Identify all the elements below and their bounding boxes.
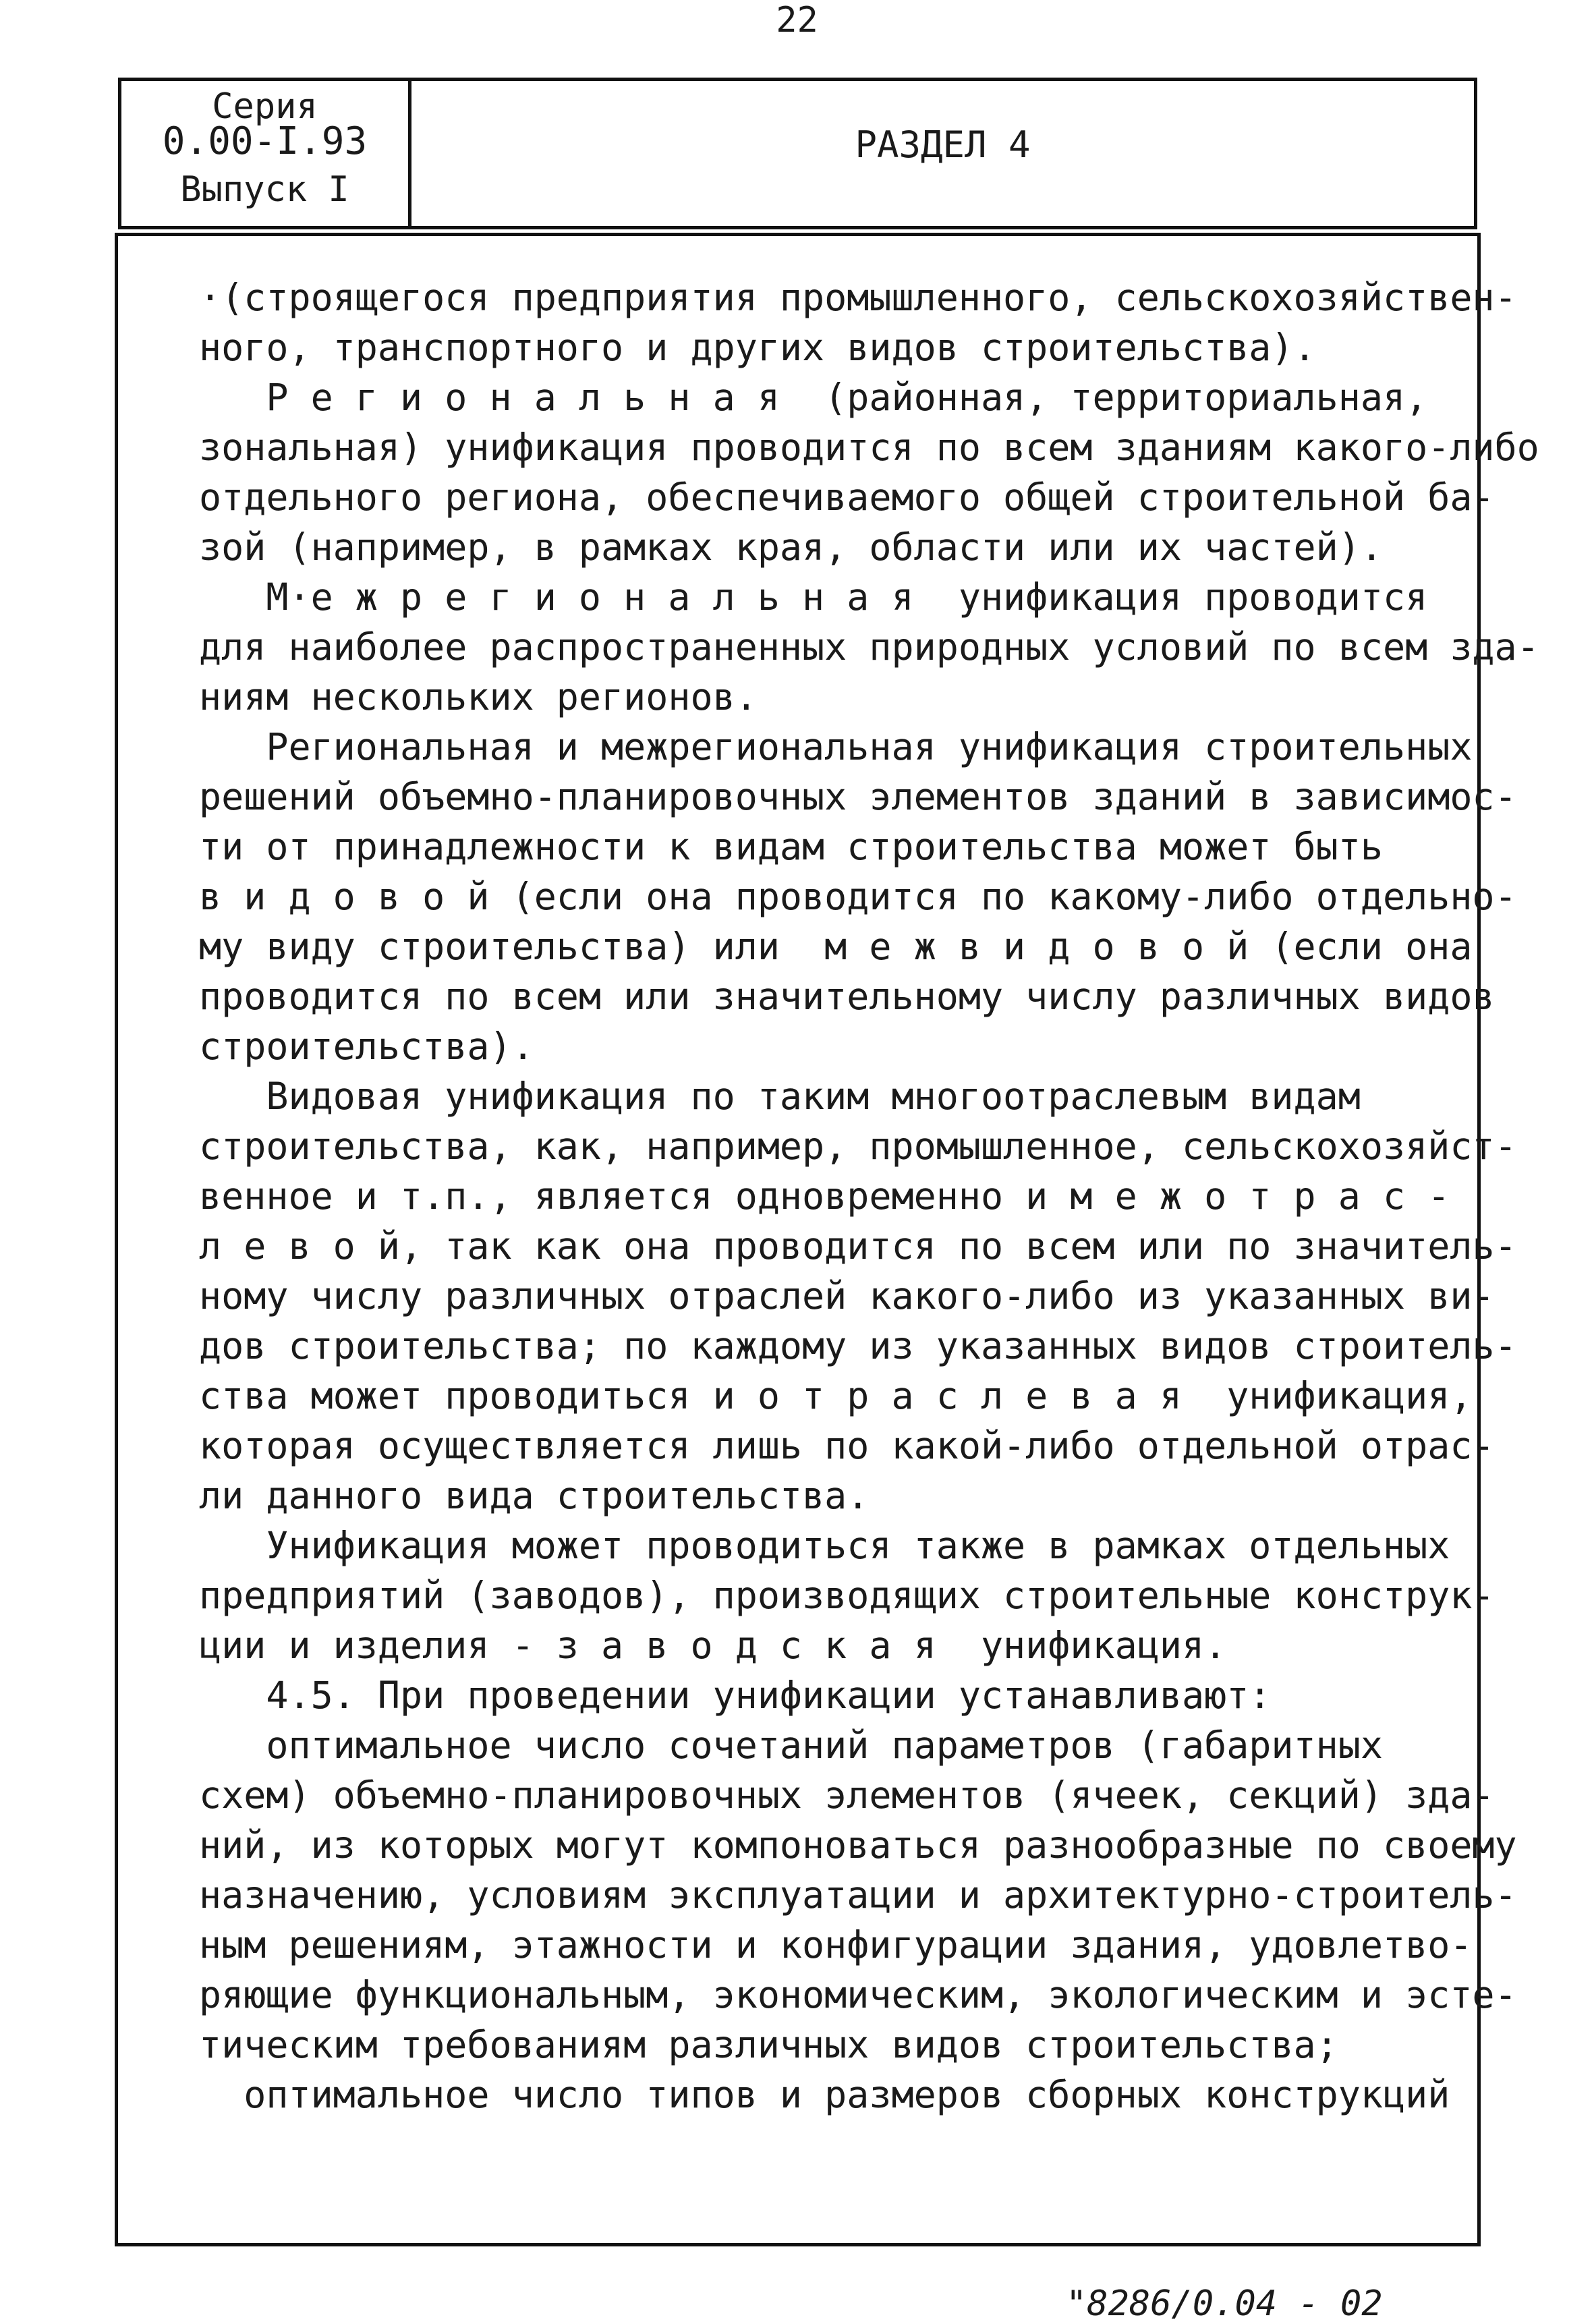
body-text-line: ным решениям, этажности и конфигурации здания, удовлетво-	[199, 1923, 1473, 1966]
body-text-line: зональная) унификация проводится по всем зданиям какого-либо	[199, 426, 1539, 469]
body-text-line: Видовая унификация по таким многоотраслевым видам	[199, 1075, 1361, 1118]
title-block	[118, 78, 1477, 229]
body-text-line: ·(строящегося предприятия промышленного, сельскохозяйствен-	[199, 276, 1517, 319]
body-text-line: ного, транспортного и других видов строительства).	[199, 326, 1316, 369]
body-text-line: Унификация может проводиться также в рамках отдельных	[199, 1524, 1450, 1567]
body-text-line: проводится по всем или значительному числу различных видов	[199, 975, 1495, 1018]
issue-label: Выпуск I	[180, 169, 349, 210]
footer-code: "8286/0.04 - 02	[1066, 2284, 1383, 2324]
body-text-line: оптимальное число сочетаний параметров (габаритных	[199, 1724, 1383, 1767]
body-text-line: Региональная и межрегиональная унификация строительных	[199, 725, 1473, 768]
body-text-line: строительства).	[199, 1025, 534, 1068]
body-text-line: в и д о в о й (если она проводится по какому-либо отдельно-	[199, 875, 1517, 918]
body-text-line: назначению, условиям эксплуатации и архитектурно-строитель-	[199, 1873, 1517, 1917]
body-text-line: М·е ж р е г и о н а л ь н а я унификация проводится	[199, 575, 1428, 619]
body-text-line: которая осуществляется лишь по какой-либо отдельной отрас-	[199, 1424, 1495, 1467]
page-number: 22	[776, 0, 818, 40]
body-text-line: ции и изделия - з а в о д с к а я унификация.	[199, 1624, 1227, 1667]
text-frame	[115, 233, 1539, 2246]
body-text-line: схем) объемно-планировочных элементов (ячеек, секций) зда-	[199, 1774, 1495, 1817]
body-text-line: л е в о й, так как она проводится по всем или по значитель-	[199, 1224, 1517, 1268]
body-text-line: Р е г и о н а л ь н а я (районная, территориальная,	[199, 376, 1428, 419]
body-text-line: дов строительства; по каждому из указанных видов строитель-	[199, 1324, 1517, 1367]
body-text-line: ному числу различных отраслей какого-либо из указанных ви-	[199, 1274, 1495, 1317]
body-text-line: решений объемно-планировочных элементов зданий в зависимос-	[199, 775, 1517, 818]
body-text-line: 4.5. При проведении унификации устанавливают:	[199, 1674, 1272, 1717]
body-text-line: для наиболее распространенных природных условий по всем зда-	[199, 625, 1539, 669]
body-text-line: ти от принадлежности к видам строительства может быть	[199, 825, 1383, 868]
body-text-line: му виду строительства) или м е ж в и д о в о й (если она	[199, 925, 1473, 968]
body-text-line: ли данного вида строительства.	[199, 1474, 870, 1517]
body-text-line: строительства, как, например, промышленное, сельскохозяйст-	[199, 1125, 1517, 1168]
series-label: Серия	[212, 86, 318, 127]
series-block	[121, 81, 411, 226]
body-text-line: ний, из которых могут компоноваться разнообразные по своему	[199, 1823, 1517, 1867]
body-text-line: ряющие функциональным, экономическим, экологическим и эсте-	[199, 1973, 1517, 2016]
body-text-line: оптимальное число типов и размеров сборных конструкций	[199, 2073, 1450, 2116]
body-text-line: зой (например, в рамках края, области или их частей).	[199, 526, 1383, 569]
body-text-line: тическим требованиям различных видов строительства;	[199, 2023, 1338, 2066]
section-title: РАЗДЕЛ 4	[855, 123, 1031, 166]
body-text-line: предприятий (заводов), производящих строительные конструк-	[199, 1574, 1495, 1617]
body-text-line: отдельного региона, обеспечиваемого общей строительной ба-	[199, 476, 1495, 519]
series-code: 0.00-I.93	[162, 119, 368, 163]
body-text-line: ства может проводиться и о т р а с л е в а я унификация,	[199, 1374, 1473, 1417]
body-text-line: венное и т.п., является одновременно и м е ж о т р а с -	[199, 1174, 1450, 1218]
body-text-line: ниям нескольких регионов.	[199, 675, 758, 718]
